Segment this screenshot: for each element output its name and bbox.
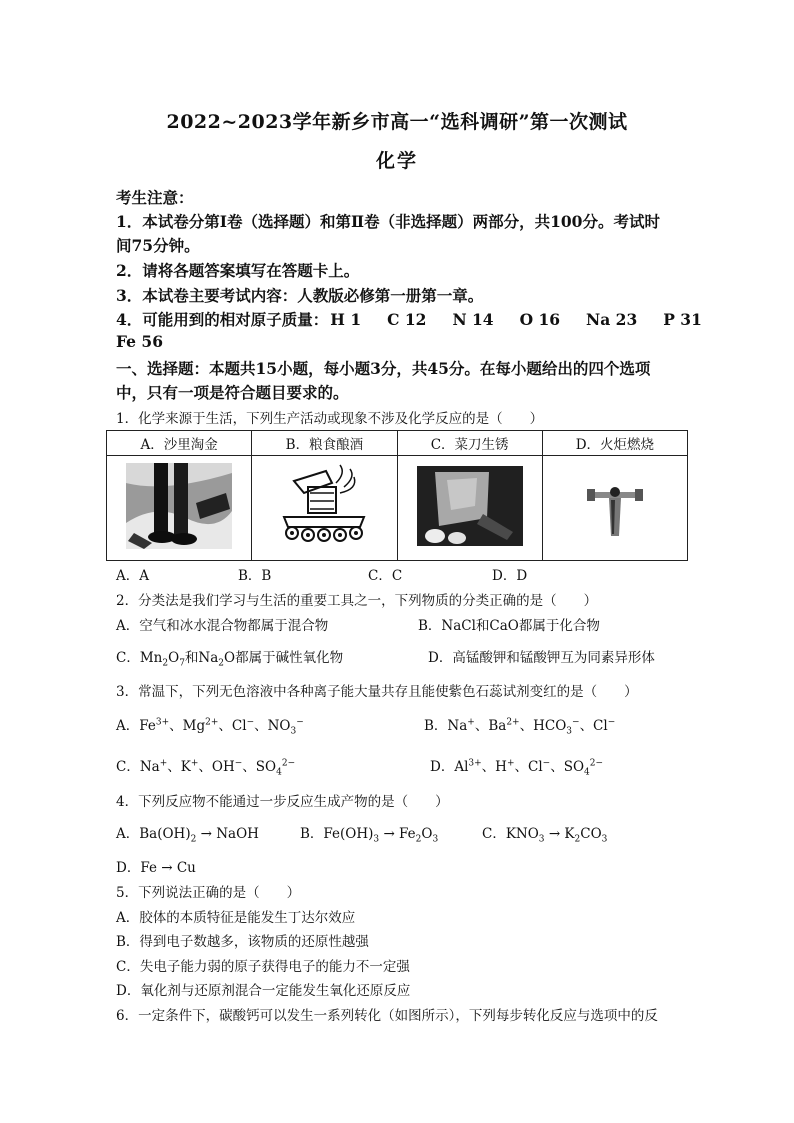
q3-option-b[interactable]: B．Na+、$Ba^{2+}$、$HCO_3^-$、Cl− [424,717,616,737]
subject-title: 化学 [375,150,418,172]
q2-option-c[interactable]: C．$Mn_2O_7$和$Na_2O$都属于碱性氧化物 [116,650,344,669]
q1-stem: 1．化学来源于生活，下列生产活动或现象不涉及化学反应的是（ ） [116,411,544,427]
q2-option-c-prefix: C． [116,650,140,666]
q4-option-d[interactable]: D．Fe → Cu [116,860,196,876]
q1-option-b[interactable]: B．B [238,568,272,584]
q1-option-c[interactable]: C．C [368,568,403,584]
q1-head-b: B．粮食酿酒 [252,431,397,456]
q1-image-gold-panning [107,456,252,561]
notice-item-1: 1．本试卷分第Ⅰ卷（选择题）和第Ⅱ卷（非选择题）两部分，共100分。考试时 [116,212,660,231]
atom-c: C 12 [387,310,427,329]
notice-item-4 [116,308,728,330]
notice-item-1-cont: 间75分钟。 [116,236,200,255]
q4-stem: 4．下列反应物不能通过一步反应生成产物的是（ ） [116,794,449,810]
q1-image-torch [542,456,687,561]
q5-option-a[interactable]: A．胶体的本质特征是能发生丁达尔效应 [116,910,356,926]
atom-h: H 1 [330,310,362,329]
q1-option-a[interactable]: A．A [116,568,149,584]
q2-option-d[interactable]: D．高锰酸钾和锰酸钾互为同素异形体 [428,650,655,666]
q3-option-c[interactable]: C．Na+、K+、OH−、$SO_4^{2-}$ [116,758,296,778]
section-heading-line2: 中，只有一项是符合题目要求的。 [116,383,349,402]
exam-title: 2022~2023学年新乡市高一“选科调研”第一次测试 [166,111,628,133]
q5-option-c[interactable]: C．失电子能力弱的原子获得电子的能力不一定强 [116,959,410,975]
atom-n: N 14 [452,310,494,329]
q3-option-d[interactable]: D．$Al^{3+}$、H+、Cl−、$SO_4^{2-}$ [430,758,604,778]
notice-item-3: 3．本试卷主要考试内容：人教版必修第一册第一章。 [116,286,484,305]
q2-option-c-text: 都属于碱性氧化物 [235,650,344,666]
q2-option-b[interactable]: B．NaCl和CaO都属于化合物 [418,618,600,634]
q1-image-rusty-knife [397,456,542,561]
q3-option-a[interactable]: A．$Fe^{3+}$、$Mg^{2+}$、Cl−、$NO_3^-$ [116,717,304,737]
atom-na: Na 23 [586,310,638,329]
q5-option-b[interactable]: B．得到电子数越多，该物质的还原性越强 [116,934,369,950]
q4-option-b[interactable]: B．$Fe(OH)_3 \to Fe_2O_3$ [300,826,439,845]
atom-o: O 16 [519,310,561,329]
atomic-mass-prefix: 4．可能用到的相对原子质量： [116,310,329,329]
notice-heading: 考生注意： [116,188,194,207]
q1-option-d[interactable]: D．D [492,568,528,584]
q1-head-a: A．沙里淘金 [107,431,252,456]
q6-stem: 6．一定条件下，碳酸钙可以发生一系列转化（如图所示），下列每步转化反应与选项中的反 [116,1008,658,1024]
q2-option-a[interactable]: A．空气和冰水混合物都属于混合物 [116,618,329,634]
q5-stem: 5．下列说法正确的是（ ） [116,885,301,901]
notice-item-2: 2．请将各题答案填写在答题卡上。 [116,261,360,280]
q1-table [106,430,688,561]
q5-option-d[interactable]: D．氧化剂与还原剂混合一定能发生氧化还原反应 [116,983,411,999]
q1-head-d: D．火炬燃烧 [542,431,687,456]
q3-stem: 3．常温下，下列无色溶液中各种离子能大量共存且能使紫色石蕊试剂变红的是（ ） [116,684,638,700]
q1-image-brewing [252,456,397,561]
q4-option-a[interactable]: A．$Ba(OH)_2$ → NaOH [116,826,259,845]
section-heading-line1: 一、选择题：本题共15小题，每小题3分，共45分。在每小题给出的四个选项 [116,359,651,378]
atom-fe: Fe 56 [116,332,163,351]
q2-stem: 2．分类法是我们学习与生活的重要工具之一，下列物质的分类正确的是（ ） [116,593,598,609]
atom-p: P 31 [663,310,702,329]
q1-head-c: C．菜刀生锈 [397,431,542,456]
q4-option-c[interactable]: C．$KNO_3 \to K_2CO_3$ [482,826,608,845]
